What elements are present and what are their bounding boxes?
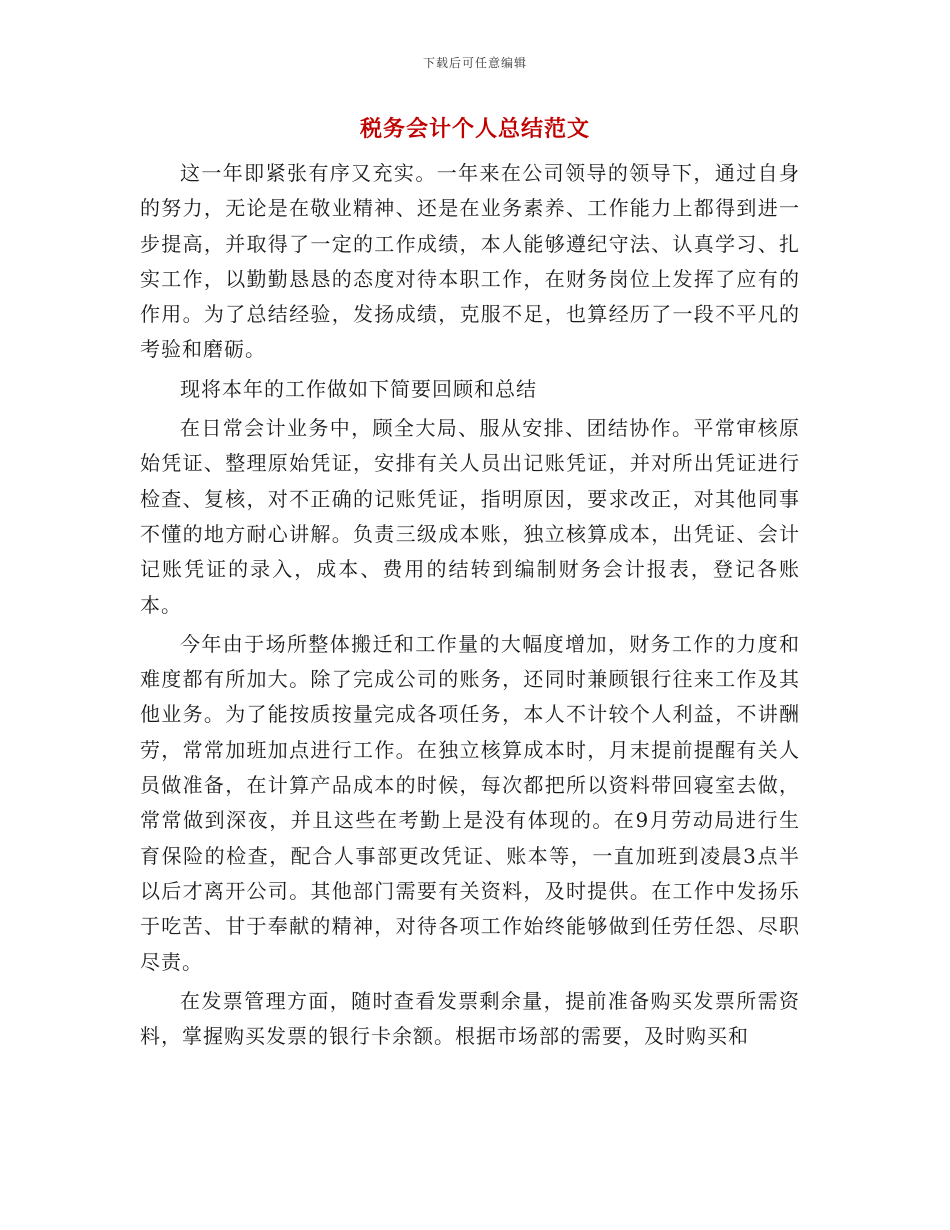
paragraph-intro: 这一年即紧张有序又充实。一年来在公司领导的领导下，通过自身的努力，无论是在敬业精神、还是在业务素养、工作能力上都得到进一步提高，并取得了一定的工作成绩，本人能够遵纪守法、认真学习、扎实工作，以勤勤恳恳的态度对待本职工作，在财务岗位上发挥了应有的作用。为了总结经验，发扬成绩，克服不足，也算经历了一段不平凡的考验和磨砺。: [140, 161, 800, 362]
document-body: [140, 156, 800, 1054]
paragraph-daily-accounting: 在日常会计业务中，顾全大局、服从安排、团结协作。平常审核原始凭证、整理原始凭证，安排有关人员出记账凭证，并对所出凭证进行检查、复核，对不正确的记账凭证，指明原因，要求改正，对其他同事不懂的地方耐心讲解。负责三级成本账，独立核算成本，出凭证、会计记账凭证的录入，成本、费用的结转到编制财务会计报表，登记各账本。: [140, 416, 800, 617]
paragraph-review-heading: 现将本年的工作做如下简要回顾和总结: [180, 376, 537, 401]
document-title: 税务会计个人总结范文: [359, 116, 590, 142]
paragraph-invoice-management: 在发票管理方面，随时查看发票剩余量，提前准备购买发票所需资料，掌握购买发票的银行卡余额。根据市场部的需要，及时购买和: [140, 988, 800, 1049]
paragraph-workload: 今年由于场所整体搬迁和工作量的大幅度增加，财务工作的力度和难度都有所加大。除了完成公司的账务，还同时兼顾银行往来工作及其他业务。为了能按质按量完成各项任务，本人不计较个人利益，不讲酬劳，常常加班加点进行工作。在独立核算成本时，月末提前提醒有关人员做准备，在计算产品成本的时候，每次都把所以资料带回寝室去做，常常做到深夜，并且这些在考勤上是没有体现的。在9月劳动局进行生育保险的检查，配合人事部更改凭证、账本等，一直加班到凌晨3点半以后才离开公司。其他部门需要有关资料，及时提供。在工作中发扬乐于吃苦、甘于奉献的精神，对待各项工作始终能够做到任劳任怨、尽职尽责。: [140, 631, 800, 974]
header-note: 下载后可任意编辑: [422, 56, 527, 70]
